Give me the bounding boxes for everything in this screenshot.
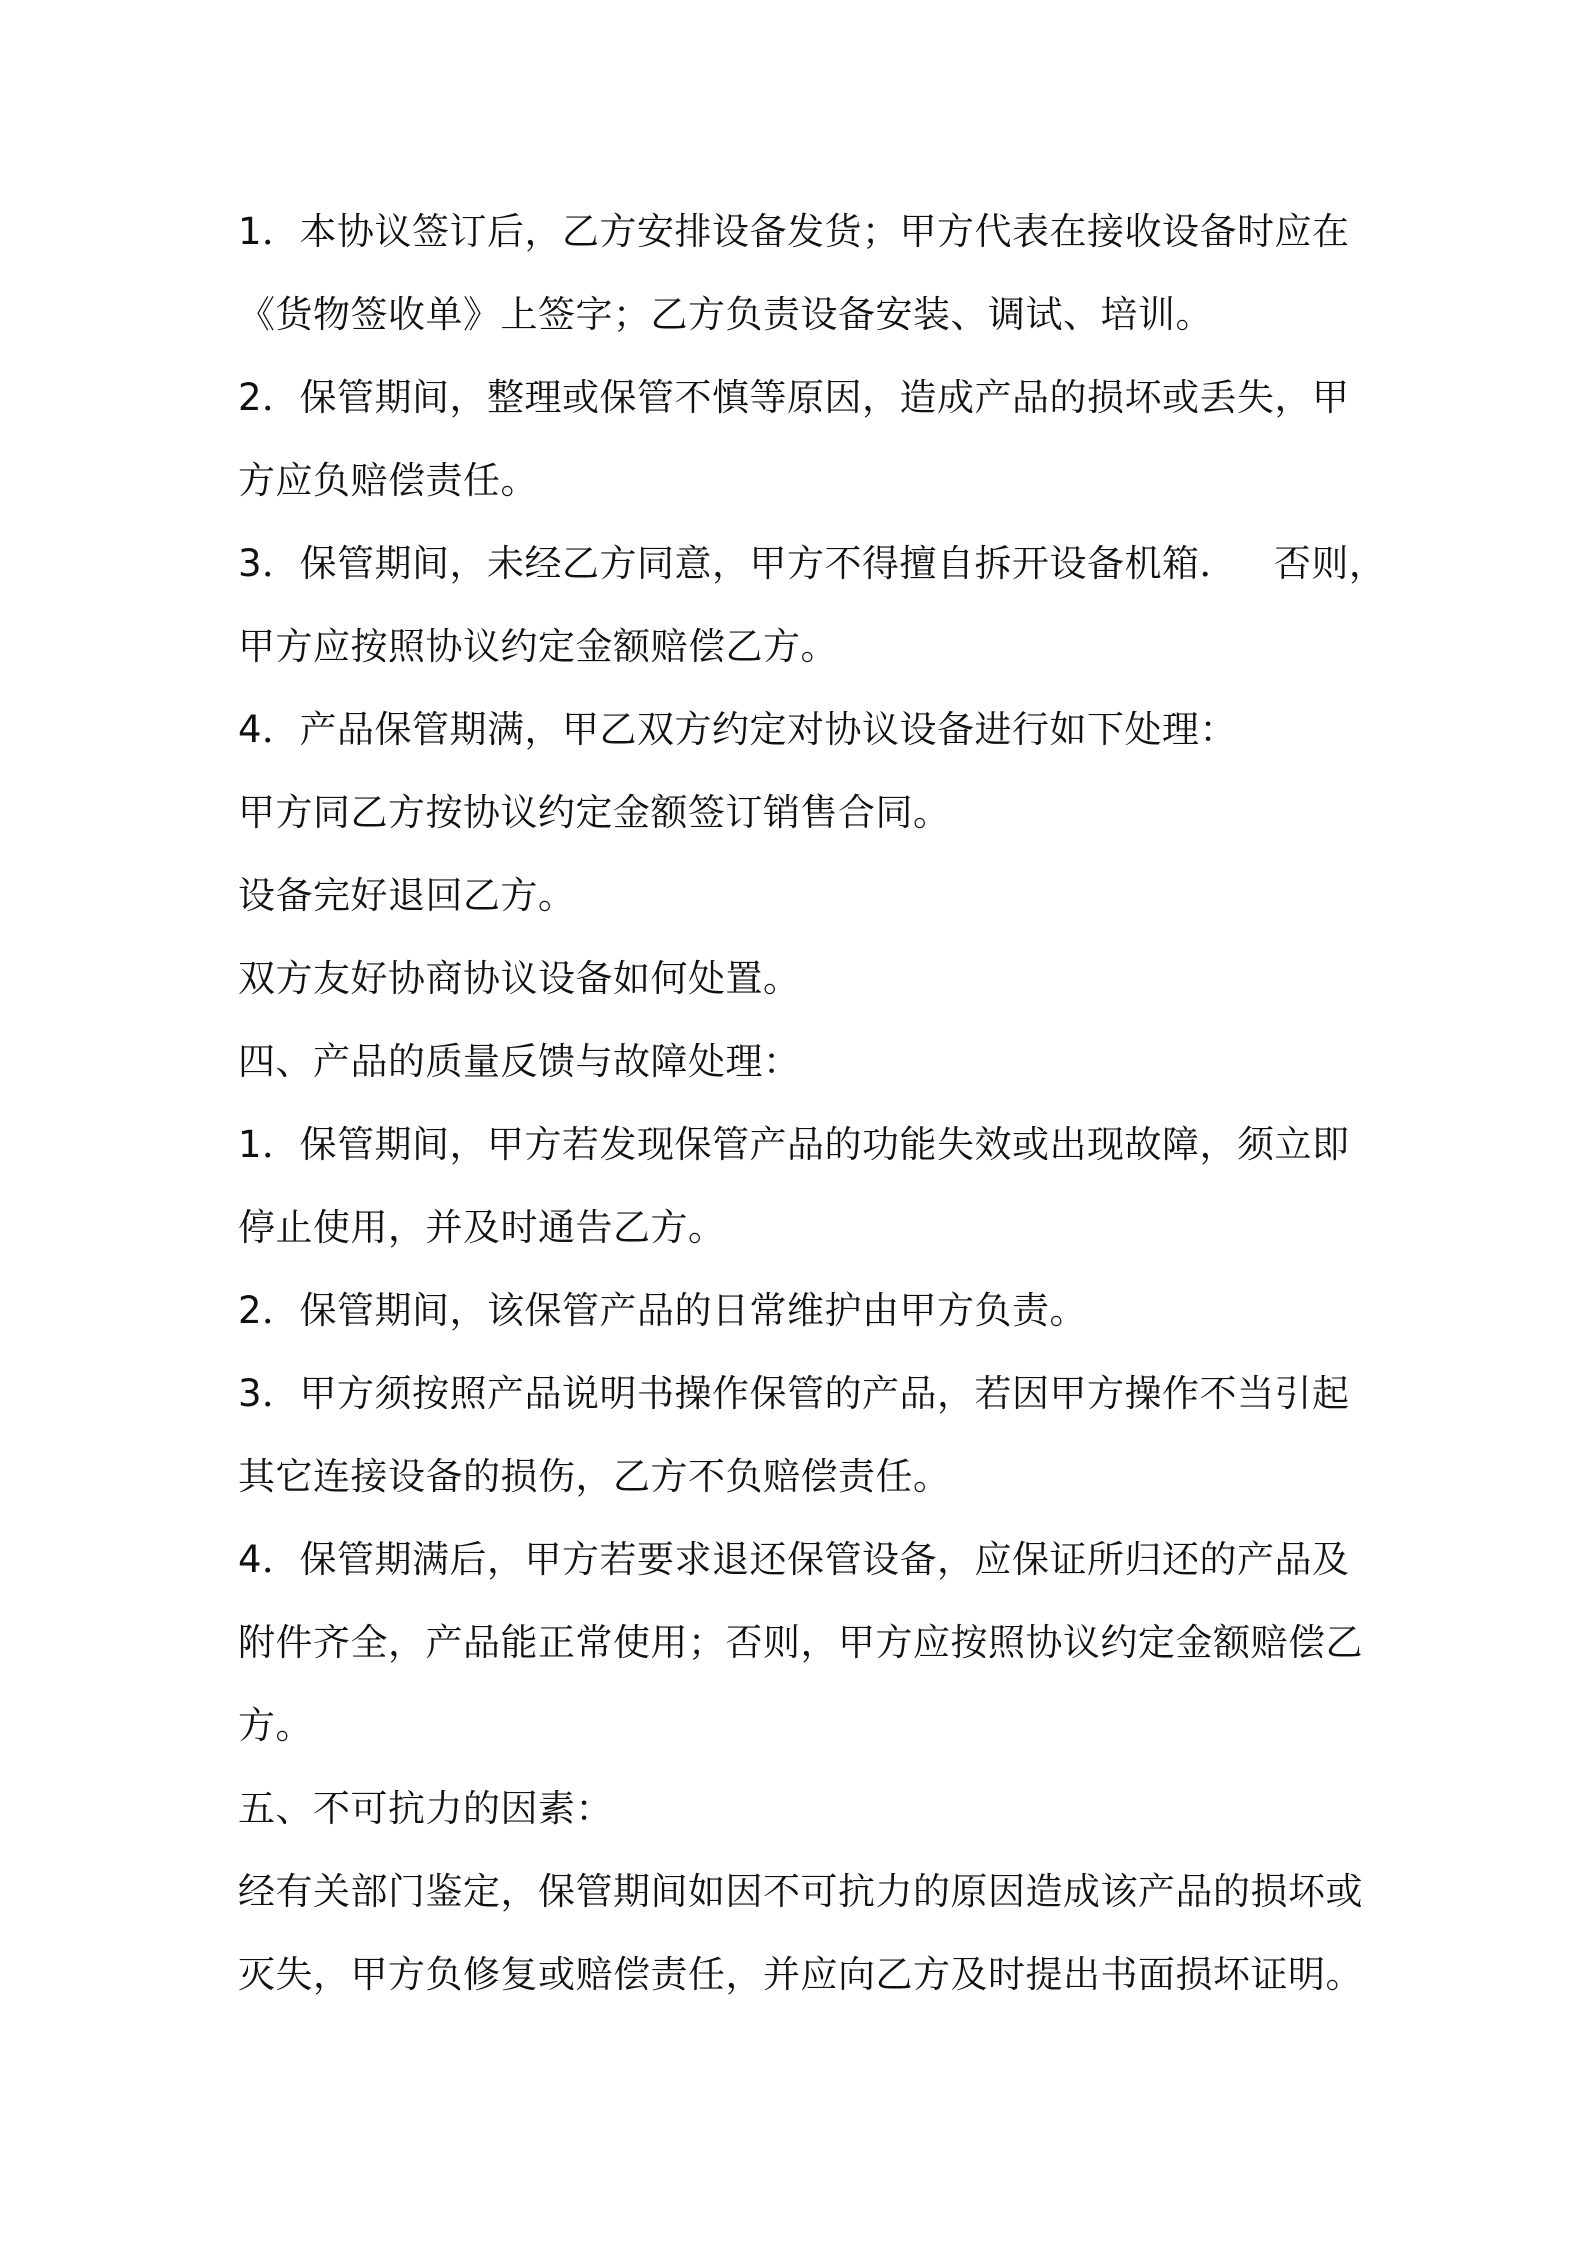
document-body bbox=[238, 190, 1388, 2016]
section-heading: 五、不可抗力的因素： bbox=[238, 1787, 613, 1830]
text-line: 设备完好退回乙方。 bbox=[238, 874, 576, 917]
text-line: 4．保管期满后，甲方若要求退还保管设备，应保证所归还的产品及 bbox=[238, 1538, 1350, 1581]
text-line: 3．甲方须按照产品说明书操作保管的产品，若因甲方操作不当引起 bbox=[238, 1372, 1350, 1415]
text-line: 3．保管期间，未经乙方同意，甲方不得擅自拆开设备机箱． 否则， bbox=[238, 542, 1387, 585]
text-line: 甲方应按照协议约定金额赔偿乙方。 bbox=[238, 625, 838, 668]
text-line: 双方友好协商协议设备如何处置。 bbox=[238, 957, 801, 1000]
text-line: 2．保管期间，该保管产品的日常维护由甲方负责。 bbox=[238, 1289, 1088, 1332]
text-line: 方。 bbox=[238, 1704, 313, 1747]
text-line: 经有关部门鉴定，保管期间如因不可抗力的原因造成该产品的损坏或 bbox=[238, 1870, 1363, 1913]
text-line: 方应负赔偿责任。 bbox=[238, 459, 538, 502]
text-line: 附件齐全，产品能正常使用；否则，甲方应按照协议约定金额赔偿乙 bbox=[238, 1621, 1363, 1664]
text-line: 其它连接设备的损伤，乙方不负赔偿责任。 bbox=[238, 1455, 951, 1498]
text-line: 停止使用，并及时通告乙方。 bbox=[238, 1206, 726, 1249]
text-line: 4．产品保管期满，甲乙双方约定对协议设备进行如下处理： bbox=[238, 708, 1238, 751]
text-line: 2．保管期间，整理或保管不慎等原因，造成产品的损坏或丢失，甲 bbox=[238, 376, 1350, 419]
text-line: 甲方同乙方按协议约定金额签订销售合同。 bbox=[238, 791, 951, 834]
section-heading: 四、产品的质量反馈与故障处理： bbox=[238, 1040, 801, 1083]
text-line: 1．保管期间，甲方若发现保管产品的功能失效或出现故障，须立即 bbox=[238, 1123, 1350, 1166]
text-line: 灭失，甲方负修复或赔偿责任，并应向乙方及时提出书面损坏证明。 bbox=[238, 1953, 1363, 1996]
text-line: 《货物签收单》上签字；乙方负责设备安装、调试、培训。 bbox=[238, 293, 1213, 336]
text-line: 1．本协议签订后，乙方安排设备发货；甲方代表在接收设备时应在 bbox=[238, 210, 1350, 253]
